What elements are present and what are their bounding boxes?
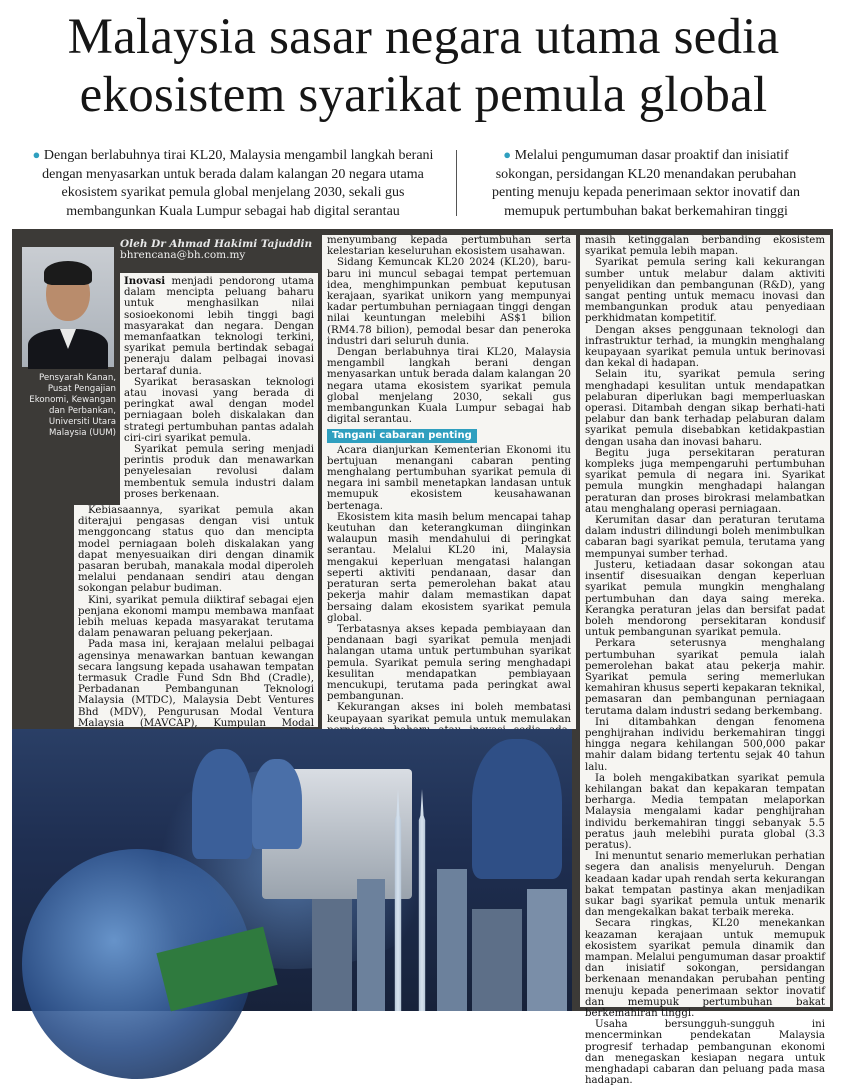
worker-figure [192,749,252,859]
worker-figure [252,759,302,849]
paragraph: Secara ringkas, KL20 menekankan keazaman kerajaan untuk memupuk ekosistem syarikat pemula dinamik dan mampan. Melalui pengumuman dasar proaktif dan inisiatif sokongan, persidangan berkenaan menandakan perubahan penting menuju kepada penerimaan sektor inovatif dan memupuk pertumbuhan bakat berkemahiran tinggi. [585,918,825,1020]
section-subhead: Tangani cabaran penting [327,429,477,442]
lead-left [30,146,436,221]
headline-line-1: Malaysia sasar negara utama sedia [67,9,780,65]
paragraph: Ini ditambahkan dengan fenomena penghijrahan individu berkemahiran tinggi hingga negara kehilangan 500,000 pakar mahir dalam bidang tertentu sejak 40 tahun lalu. [585,716,825,773]
column-2 [322,235,576,729]
column-3 [580,235,830,1086]
paragraph: Sidang Kemuncak KL20 2024 (KL20), baru-baru ini muncul sebagai tempat pertemuan idea, menghimpunkan pembuat keputusan kerajaan, syarikat unikorn yang mempunyai kadar pertumbuhan perniagaan tinggi dengan nilai keuntungan melebihi AS$1 bilion (RM4.78 bilion), pemodal besar dan peneroka industri dari seluruh dunia. [327,257,571,347]
lead-right-text: Melalui pengumuman dasar proaktif dan inisiatif sokongan, persidangan KL20 menandakan perubahan penting menuju kepada penerimaan sektor inovatif dan memupuk pertumbuhan bakat berkemahiran tinggi [492,148,800,219]
paragraph: Inovasi menjadi pendorong utama dalam mencipta peluang baharu untuk menghasilkan nilai sosioekonomi lebih tinggi bagi masyarakat dan negara. Dengan memanfaatkan teknologi terkini, syarikat pemula bertindak sebagai peneraju dalam pelbagai inovasi bertaraf dunia. [124,275,314,377]
paragraph: Acara dianjurkan Kementerian Ekonomi itu bertujuan menangani cabaran penting menghalang pertumbuhan syarikat pemula di negara ini sambil menetapkan landasan untuk memupuk ekosistem keusahawanan bertenaga. [327,444,571,512]
paragraph: Kerumitan dasar dan peraturan terutama dalam industri dilindungi boleh menimbulkan cabaran bagi syarikat pemula, terutama yang mempunyai sumber terhad. [585,515,825,560]
paragraph: Syarikat pemula sering kali kekurangan sumber untuk melabur dalam aktiviti penyelidikan dan pembangunan (R&D), yang sangat penting untuk memacu inovasi dan membangunkan produk atau penyediaan perkhidmatan kompetitif. [585,257,825,325]
paragraph: Ia boleh mengakibatkan syarikat pemula kehilangan bakat dan kepakaran tempatan berharga. Media tempatan melaporkan Malaysia mengalami kadar penghijrahan individu berkemahiran tinggi sebanyak 5.5 peratus jauh melebihi purata global (3.3 peratus). [585,772,825,851]
paragraph: Kini, syarikat pemula diiktiraf sebagai ejen penjana ekonomi mampu membawa manfaat lebih meluas kepada masyarakat terutama dalam penawaran peluang pekerjaan. [78,594,314,640]
lead-right [476,146,816,221]
paragraph: Kekurangan akses ini boleh membatasi keupayaan syarikat pemula untuk memulakan [327,702,571,725]
lead-divider [456,150,457,216]
lead-left-text: Dengan berlabuhnya tirai KL20, Malaysia mengambil langkah berani dengan menyasarkan untuk berada dalam kalangan 20 negara utama ekosistem syarikat pemula global menjelang 2030, sekali gus membangunkan Kuala Lumpur sebagai hab digital serantau [42,148,434,219]
paragraph: Terbatasnya akses kepada pembiayaan dan pendanaan bagi syarikat pemula menjadi halangan utama untuk pertumbuhan syarikat pemula. Syarikat pemula sering menghadapi kesulitan mendapatkan pembiayaan mencukupi, terutama pada peringkat awal pembangunan. [327,623,571,703]
paragraph: Usaha bersungguh-sungguh ini mencerminkan pendekatan Malaysia progresif terhadap pembangunan ekonomi dan menegaskan kesiapan negara untuk menghadapi cabaran dan peluang pada masa hadapan. [585,1019,825,1086]
bullet-icon: ● [32,147,41,162]
headline [0,8,847,124]
worker-figure [472,739,562,879]
bullet-icon: ● [503,147,512,162]
paragraph: masih ketinggalan berbanding ekosistem syarikat pemula lebih mapan. [585,235,825,258]
paragraph: Kebiasaannya, syarikat pemula akan diterajui pengasas dengan visi untuk menggoncang status quo dan mencipta model perniagaan boleh diskalakan yang dapat menyesuaikan diri dengan dinamik pasaran berubah, manakala modal diperoleh melalui pendanaan sendiri atau dengan sokongan pelabur budiman. [78,505,314,595]
column-1-lower [74,505,318,727]
byline-name: Oleh Dr Ahmad Hakimi Tajuddin [120,238,313,250]
author-photo [22,247,114,367]
paragraph: Justeru, ketiadaan dasar sokongan atau insentif disesuaikan dengan keperluan syarikat pemula mungkin menghalang pertumbuhan dan daya saing mereka. Kerangka peraturan jelas dan bersifat padat boleh mendorong persekitaran kondusif untuk pembangunan syarikat pemula. [585,559,825,639]
column-1 [120,239,318,267]
article-panel [12,229,833,1086]
paragraph: Pada masa ini, kerajaan melalui pelbagai agensinya menawarkan bantuan kewangan secara langsung kepada usahawan tempatan termasuk Cradle Fund Sdn Bhd (Cradle), Perbadanan Pembangunan Teknologi Malaysia (MTDC), Malaysia Debt Ventures Bhd (MDV), Pengurusan Modal Ventura Malaysia (MAVCAP), Kumpulan Modal [78,639,314,729]
paragraph: Begitu juga persekitaran peraturan kompleks juga mempengaruhi pertumbuhan syarikat pemula di negara ini. Syarikat pemula mungkin menghadapi halangan peraturan dan proses birokrasi melambatkan atau menghalang operasi perniagaan. [585,447,825,515]
paragraph: menyumbang kepada pertumbuhan serta kelestarian keseluruhan ekosistem usahawan. [327,235,571,258]
illustration-collage [12,729,572,1011]
paragraph: Syarikat pemula sering menjadi perintis produk dan menawarkan penyelesaian revolusi dalam membentuk semula industri dalam proses berkenaan. [124,444,314,500]
byline-email: bhrencana@bh.com.my [120,249,246,262]
paragraph: Selain itu, syarikat pemula sering menghadapi kesulitan untuk mendapatkan pelaburan diperlukan bagi memperluaskan operasi. Ditambah dengan sikap berhati-hati pelabur dan bank terhadap pelaburan dalam syarikat pemula disebabkan ketidakpastian dengan usaha dan inovasi baharu. [585,369,825,448]
paragraph: Ini menuntut senario memerlukan perhatian segera dan analisis menyeluruh. Dengan keadaan kadar upah rendah serta kekurangan bakat tempatan pastinya akan menjadikan sukar bagi syarikat pemula untuk menarik dan mengekalkan bakat terbaik mereka. [585,851,825,919]
column-1-upper [120,273,318,505]
paragraph: Ekosistem kita masih belum mencapai tahap keutuhan dan keterangkuman diinginkan walaupun masih mendahului di peringkat serantau. Melalui KL20 ini, Malaysia mengakui keperluan mengatasi halangan seperti aktiviti pendanaan, dasar dan peraturan serta pemerolehan bakat atau pekerja mahir dalam memastikan dapat bersaing dalam ekosistem syarikat pemula global. [327,511,571,624]
paragraph: Dengan akses penggunaan teknologi dan infrastruktur terhad, ia mungkin menghalang keupayaan syarikat pemula untuk berinovasi dan kekal di hadapan. [585,324,825,370]
paragraph: Dengan berlabuhnya tirai KL20, Malaysia mengambil langkah berani dengan menyasarkan untuk berada dalam kalangan 20 negara utama ekosistem syarikat pemula global menjelang 2030, sekali gus membangunkan Kuala Lumpur sebagai hab digital serantau. [327,347,571,426]
headline-line-2: ekosistem syarikat pemula global [79,67,768,123]
author-caption: Pensyarah Kanan, Pusat Pengajian Ekonomi, Kewangan dan Perbankan, Universiti Utara Malaysia (UUM) [29,373,116,438]
paragraph: Syarikat berasaskan teknologi atau inovasi yang berada di peringkat awal dengan model perniagaan boleh diskalakan dan strategi pertumbuhan pantas adalah ciri-ciri syarikat pemula. [124,376,314,444]
paragraph: Perkara seterusnya menghalang pertumbuhan syarikat pemula ialah pemerolehan bakat atau pekerja mahir. Syarikat pemula sering memerlukan kemahiran khusus seperti kepakaran teknikal, pemasaran dan pembangunan perniagaan terutama dalam industri sedang berkembang. [585,638,825,717]
